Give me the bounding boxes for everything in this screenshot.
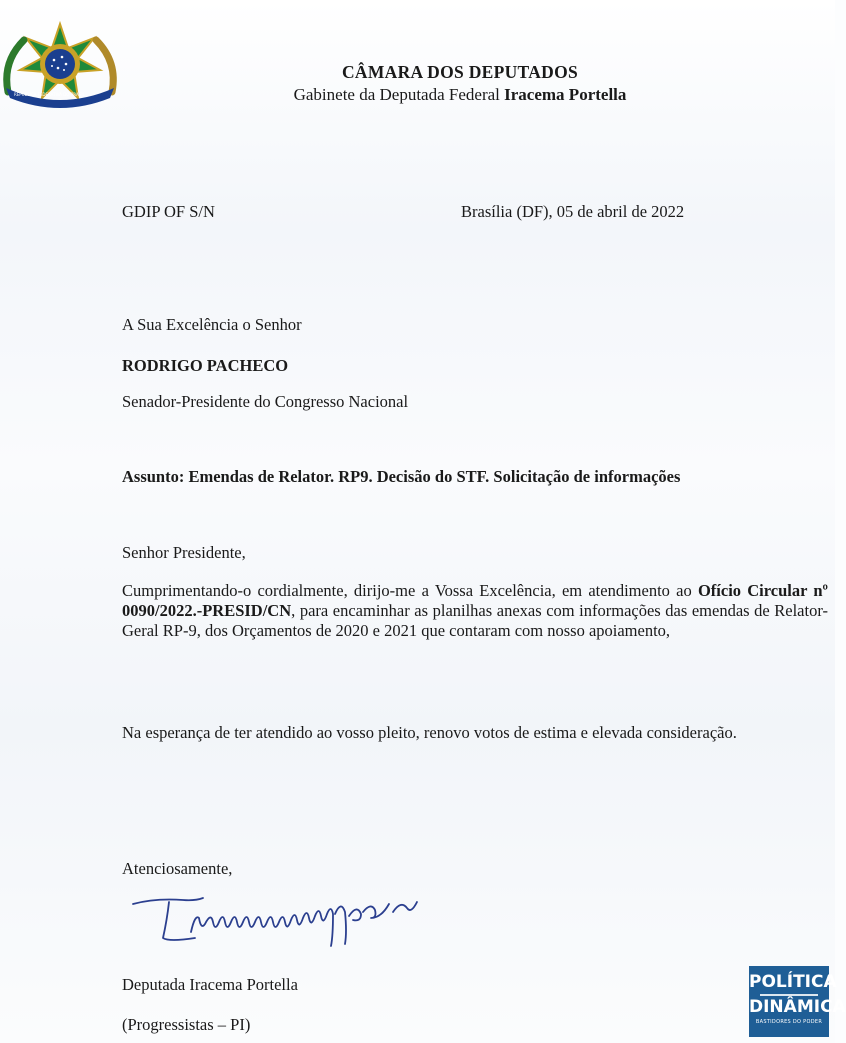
place-date: Brasília (DF), 05 de abril de 2022 [461, 202, 685, 221]
institution-name: CÂMARA DOS DEPUTADOS [341, 62, 579, 82]
watermark-line-2: DINÂMICA [749, 997, 846, 1017]
body-paragraph-2: Na esperança de ter atendido ao vosso pleito, renovo votos de estima e elevada consideração. [122, 723, 737, 742]
body-p1-reference: Ofício Circular nº 0090/2022.-PRESID/CN [122, 581, 828, 620]
addressee-role: Senador-Presidente do Congresso Nacional [122, 392, 409, 411]
body-p1-end: , para encaminhar as planilhas anexas com informações das emendas de Relator-Geral RP-9, dos Orçamentos de 2020 e 2021 que contaram com nosso apoiamento, [122, 601, 828, 640]
watermark-tagline: BASTIDORES DO PODER [755, 1019, 823, 1025]
office-prefix: Gabinete da Deputada Federal [293, 85, 500, 104]
office-line [150, 85, 770, 105]
body-p1-start: Cumprimentando-o cordialmente, dirijo-me a Vossa Excelência, em atendimento ao [122, 581, 698, 600]
watermark-line-1: POLÍTICA [749, 972, 837, 992]
handwritten-signature [125, 890, 465, 952]
greeting: Senhor Presidente, [122, 543, 246, 562]
body-paragraph-1 [122, 581, 828, 641]
subject-line: Assunto: Emendas de Relator. RP9. Decisão do STF. Solicitação de informações [122, 467, 681, 486]
politica-dinamica-watermark [749, 966, 846, 1037]
addressee-salutation: A Sua Excelência o Senhor [122, 315, 302, 334]
signatory-name: Deputada Iracema Portella [122, 975, 298, 994]
signatory-party: (Progressistas – PI) [122, 1015, 251, 1034]
closing: Atenciosamente, [122, 859, 233, 878]
coat-of-arms-icon [0, 22, 120, 104]
letterhead [150, 62, 770, 105]
watermark-divider [760, 994, 818, 996]
document-reference: GDIP OF S/N [122, 202, 215, 221]
coat-of-arms-text: REPÚBLICA FEDERATIVA DO BRASIL [14, 92, 85, 97]
addressee-name: RODRIGO PACHECO [122, 356, 289, 375]
office-name: Iracema Portella [504, 85, 627, 104]
